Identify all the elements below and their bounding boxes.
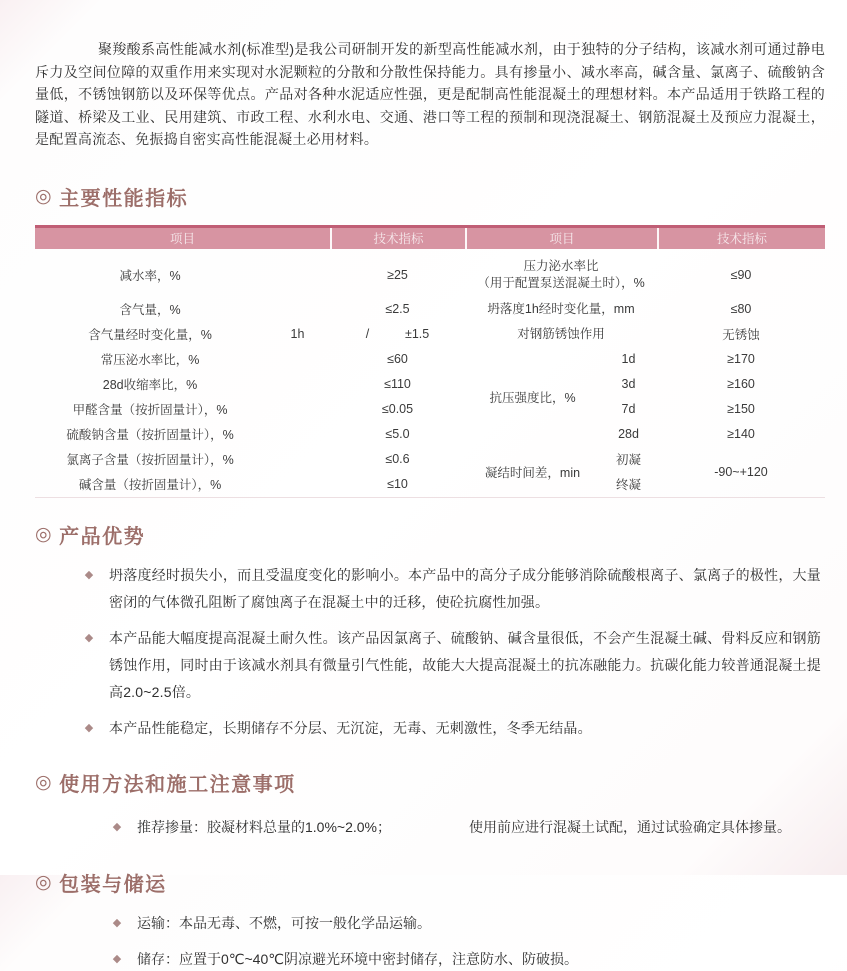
diamond-bullet-icon: ◆: [84, 721, 94, 734]
setting-value: -90~+120: [714, 464, 768, 479]
section-title-usage: [35, 768, 825, 797]
intro-paragraph: 聚羧酸系高性能减水剂(标准型)是我公司研制开发的新型高性能减水剂，由于独特的分子结构，该减水剂可通过静电斥力及空间位障的双重作用来实现对水泥颗粒的分散和分散性保持能力。具有掺量小、减水率高，碱含量、氯离子、硫酸钠含量低，不锈蚀钢筋以及环保等优点。产品对各种水泥适应性强，更是配制高性能混凝土的理想材料。本产品适用于铁路工程的隧道、桥梁及工业、民用建筑、市政工程、水利水电、交通、港口等工程的预制和现浇混凝土、钢筋混凝土及预应力混凝土，是配置高流态、免振捣自密实高性能混凝土必用材料。: [35, 41, 825, 147]
list-item-text: 储存：应置于0℃~40℃阴凉避光环境中密封储存，注意防水、防破损。: [137, 950, 578, 967]
list-item: [111, 947, 825, 971]
row-value: ≤2.5: [385, 302, 410, 316]
section-title-performance: [35, 182, 825, 211]
group-label: 凝结时间差，min: [484, 465, 581, 480]
section-title-text: 使用方法和施工注意事项: [59, 773, 296, 796]
table-row: [35, 472, 465, 497]
list-item-text: 运输：本品无毒、不燃，可按一般化学品运输。: [137, 914, 431, 931]
list-item: [83, 562, 825, 616]
setting-sublabel: 初凝: [615, 453, 641, 467]
row-label: 坍落度1h经时变化量，mm: [487, 301, 635, 316]
diamond-bullet-icon: ◆: [84, 631, 94, 644]
group-label: 抗压强度比，%: [489, 390, 576, 405]
row-value: ≤110: [384, 377, 411, 391]
section-title-advantages: [35, 520, 825, 549]
diamond-bullet-icon: ◆: [112, 952, 122, 965]
row-label: 含气量经时变化量，%: [88, 328, 212, 342]
table-header-row: [35, 225, 825, 249]
row-label: 对钢筋锈蚀作用: [517, 326, 605, 341]
age-label: 28d: [618, 427, 639, 441]
usage-note-text: 使用前应进行混凝土试配，通过试验确定具体掺量。: [469, 818, 791, 835]
table-row: [35, 422, 465, 447]
list-item-text: 本产品能大幅度提高混凝土耐久性。该产品因氯离子、硫酸钠、碱含量很低，不会产生混凝土碱、骨料反应和钢筋锈蚀作用，同时由于该减水剂具有微量引气性能，故能大大提高混凝土的抗冻融能力。抗碳化能力较普通混凝土提高2.0~2.5倍。: [109, 629, 821, 700]
row-label: 减水率，%: [119, 268, 181, 283]
age-value: ≥170: [727, 352, 755, 366]
row-slash: /: [365, 327, 370, 341]
table-row: [35, 397, 465, 422]
row-label: 常压泌水率比，%: [100, 353, 200, 367]
row-value: ≥25: [387, 267, 408, 282]
table-row: [465, 322, 825, 347]
table-row: [35, 297, 465, 322]
row-value: ≤90: [730, 267, 752, 282]
age-label: 1d: [621, 352, 636, 366]
diamond-bullet-icon: ◆: [112, 916, 122, 929]
age-label: 7d: [621, 402, 636, 416]
performance-table: [35, 225, 825, 498]
row-value: 无锈蚀: [722, 328, 760, 342]
table-row: [35, 447, 465, 472]
table-right-half: [465, 249, 825, 497]
table-left-half: [35, 249, 465, 497]
table-header-cell: 技术指标: [330, 228, 465, 249]
row-value: ≤80: [730, 302, 752, 316]
dosage-text: 推荐掺量：胶凝材料总量的1.0%~2.0%；: [137, 818, 391, 835]
table-body: [35, 249, 825, 498]
row-label: 碱含量（按折固量计），%: [78, 478, 222, 492]
row-value: ±1.5: [404, 327, 430, 341]
list-item: [83, 715, 825, 742]
row-value: ≤5.0: [385, 427, 410, 441]
section-marker-icon: ◎: [35, 871, 54, 893]
table-row: [35, 253, 465, 297]
age-value: ≥160: [727, 377, 755, 391]
list-item-text: 坍落度经时损失小，而且受温度变化的影响小。本产品中的高分子成分能够消除硫酸根离子、氯离子的极性，大量密闭的气体微孔阻断了腐蚀离子在混凝土中的迁移，使砼抗腐性加强。: [109, 566, 821, 610]
table-row: [35, 322, 465, 347]
table-header-cell: 项目: [465, 228, 657, 249]
table-row: [465, 297, 825, 322]
section-title-text: 包装与储运: [59, 873, 167, 896]
row-label-line2: （用于配置泵送混凝土时），%: [477, 275, 645, 290]
row-label: 含气量，%: [119, 303, 181, 317]
row-label: 28d收缩率比，%: [102, 378, 198, 392]
row-value: ≤0.6: [385, 452, 410, 466]
table-row: [465, 253, 825, 297]
section-marker-icon: ◎: [35, 185, 54, 207]
table-header-cell: 项目: [169, 232, 195, 246]
list-item-text: 本产品性能稳定，长期储存不分层、无沉淀，无毒、无刺激性，冬季无结晶。: [109, 719, 592, 736]
usage-list-item: [111, 814, 825, 841]
packaging-list: [35, 911, 825, 971]
diamond-bullet-icon: ◆: [112, 820, 122, 833]
section-title-text: 产品优势: [59, 525, 146, 548]
age-value: ≥140: [727, 427, 755, 441]
row-label: 甲醛含量（按折固量计），%: [72, 403, 228, 417]
section-marker-icon: ◎: [35, 523, 54, 545]
row-sublabel: 1h: [290, 327, 305, 341]
section-title-text: 主要性能指标: [59, 187, 189, 210]
row-label: 压力泌水率比: [523, 259, 599, 274]
table-header-cell: 技术指标: [657, 228, 825, 249]
row-label: 氯离子含量（按折固量计），%: [66, 453, 234, 467]
strength-ratio-group: [465, 347, 825, 447]
age-label: 3d: [621, 377, 636, 391]
row-value: ≤60: [387, 352, 408, 366]
row-value: ≤0.05: [381, 402, 414, 416]
setting-time-group: [465, 447, 825, 497]
list-item: [83, 625, 825, 706]
diamond-bullet-icon: ◆: [84, 568, 94, 581]
age-value: ≥150: [727, 402, 755, 416]
table-row: [35, 347, 465, 372]
table-row: [35, 372, 465, 397]
section-title-packaging: [35, 868, 825, 897]
list-item: [111, 911, 825, 935]
setting-sublabel: 终凝: [615, 478, 641, 492]
advantages-list: [35, 562, 825, 742]
row-label: 硫酸钠含量（按折固量计），%: [66, 428, 234, 442]
row-value: ≤10: [387, 477, 408, 491]
section-marker-icon: ◎: [35, 771, 54, 793]
